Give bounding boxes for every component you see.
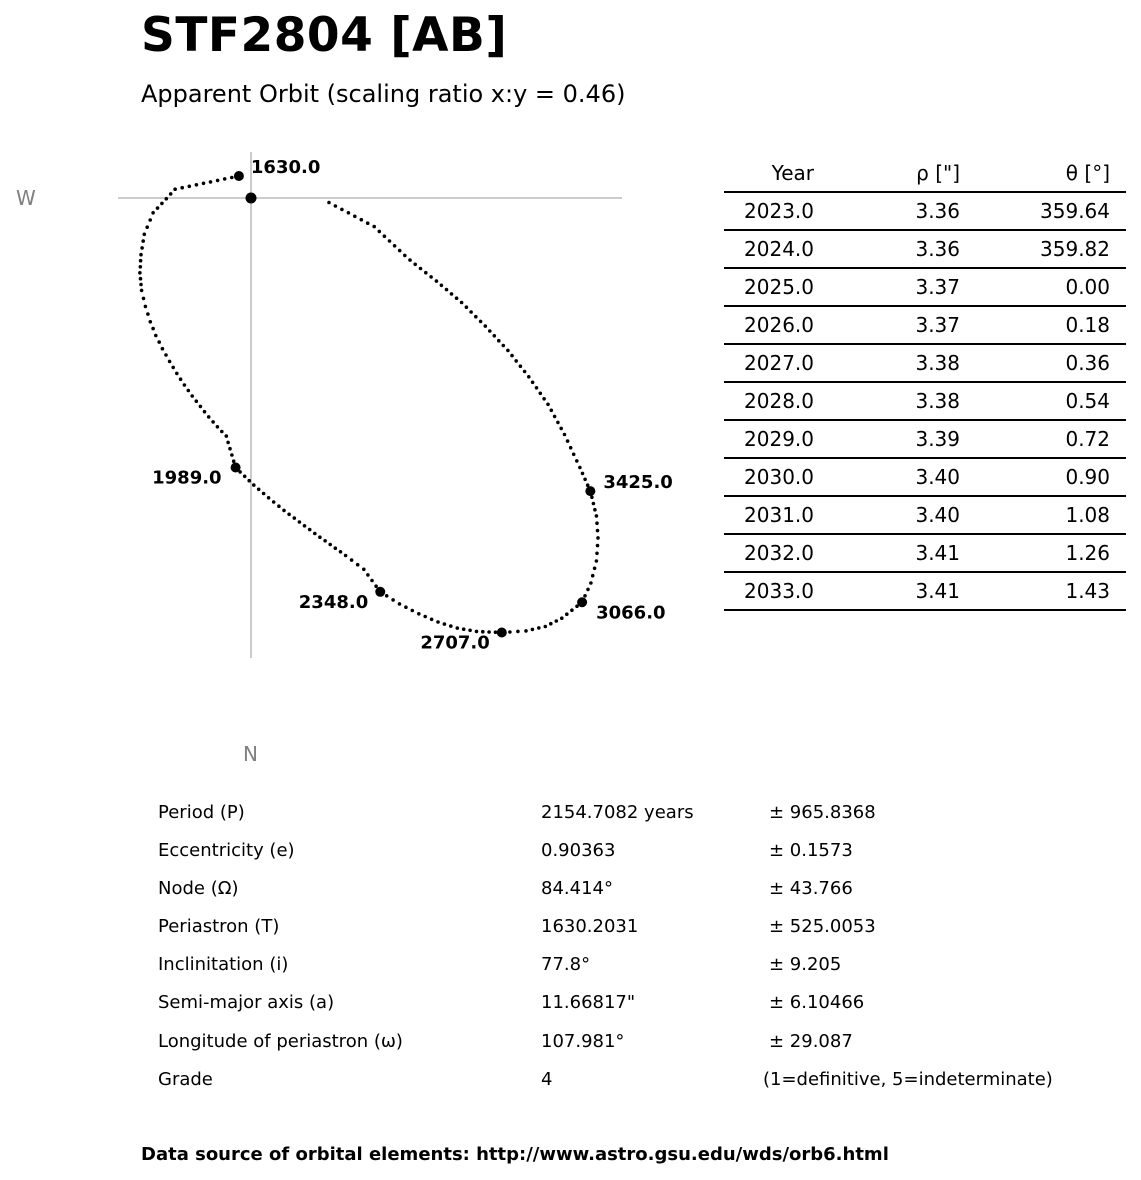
orbit-point: [139, 277, 143, 281]
orbit-point: [531, 381, 535, 385]
orbit-point: [151, 211, 155, 215]
table-row: [724, 420, 1126, 458]
element-name: Node (Ω): [158, 878, 239, 900]
element-name: Period (P): [158, 802, 245, 823]
orbit-point: [293, 516, 297, 520]
data-source-note: Data source of orbital elements: http://www.astro.gsu.edu/wds/orb6.html: [141, 1144, 889, 1165]
epoch-marker: [231, 463, 241, 473]
orbit-point: [544, 625, 548, 629]
orbit-point: [535, 386, 539, 390]
element-value: 4: [541, 1068, 553, 1090]
year-cell: 2025.0: [724, 268, 814, 306]
orbit-point: [223, 177, 227, 181]
epoch-label: 1989.0: [152, 467, 222, 489]
rho-cell: 3.40: [814, 496, 960, 534]
element-name: Longitude of periastron (ω): [158, 1030, 403, 1052]
orbit-point: [393, 244, 397, 248]
epoch-marker: [375, 587, 385, 597]
orbit-point: [424, 271, 428, 275]
table-row: [724, 496, 1126, 534]
orbit-point: [144, 305, 148, 309]
orbit-point: [436, 620, 440, 624]
theta-column-header: θ [°]: [960, 155, 1110, 192]
orbit-point: [583, 594, 587, 598]
orbit-point: [220, 430, 224, 434]
orbit-point: [546, 403, 550, 407]
chart-subtitle: Apparent Orbit (scaling ratio x:y = 0.46): [141, 80, 626, 108]
orbit-point: [216, 179, 220, 183]
year-cell: 2030.0: [724, 458, 814, 496]
orbit-point: [313, 532, 317, 536]
orbit-point: [151, 327, 155, 331]
orbit-point: [419, 267, 423, 271]
orbit-point: [391, 598, 395, 602]
orbit-point: [465, 305, 469, 309]
orbit-point: [139, 265, 143, 269]
orbit-point: [570, 608, 574, 612]
orbit-point: [165, 197, 169, 201]
table-row: [724, 268, 1126, 306]
epoch-label: 2348.0: [298, 591, 369, 613]
orbit-point: [524, 629, 528, 633]
element-value: 84.414°: [541, 878, 613, 900]
orbit-point: [149, 320, 153, 324]
orbit-point: [581, 472, 585, 476]
orbit-point: [549, 622, 553, 626]
orbit-point: [595, 552, 599, 556]
orbit-point: [385, 594, 389, 598]
orbit-point: [207, 415, 211, 419]
orbit-point: [370, 579, 374, 583]
rho-cell: 3.41: [814, 572, 960, 610]
orbit-point: [138, 271, 142, 275]
orbit-point: [282, 509, 286, 513]
orbit-point: [157, 340, 161, 344]
orbit-point: [139, 283, 143, 287]
orbit-point: [494, 630, 498, 634]
rho-column-header: ρ ["]: [814, 155, 960, 192]
element-error: ± 525.0053: [769, 916, 876, 938]
orbit-point: [555, 619, 559, 623]
orbit-point: [328, 543, 332, 547]
orbit-point: [140, 246, 144, 250]
orbit-point: [303, 524, 307, 528]
orbit-point: [474, 315, 478, 319]
orbit-point: [272, 500, 276, 504]
orbit-point: [277, 504, 281, 508]
orbit-point: [443, 622, 447, 626]
year-cell: 2027.0: [724, 344, 814, 382]
orbit-point: [175, 372, 179, 376]
orbit-point: [523, 370, 527, 374]
epoch-marker: [577, 597, 587, 607]
orbit-point: [484, 324, 488, 328]
orbit-chart: [0, 130, 700, 690]
primary-star-marker: [246, 193, 257, 204]
theta-cell: 1.26: [960, 534, 1110, 572]
orbit-point: [145, 225, 149, 229]
orbit-point: [593, 567, 597, 571]
orbit-point: [168, 360, 172, 364]
epoch-marker: [497, 628, 507, 638]
orbit-point: [556, 421, 560, 425]
positions-table: [724, 155, 1126, 611]
orbit-point: [347, 211, 351, 215]
theta-cell: 0.36: [960, 344, 1110, 382]
orbit-point: [595, 559, 599, 563]
element-error: (1=definitive, 5=indeterminate): [763, 1068, 1053, 1090]
orbit-point: [243, 475, 247, 479]
orbit-point: [572, 453, 576, 457]
element-error: ± 43.766: [769, 878, 853, 900]
orbit-point: [195, 399, 199, 403]
orbit-point: [479, 320, 483, 324]
orbit-point: [404, 605, 408, 609]
epoch-label: 3066.0: [596, 602, 666, 624]
orbit-point: [139, 253, 143, 257]
orbit-point: [366, 221, 370, 225]
orbit-point: [595, 521, 599, 525]
year-cell: 2033.0: [724, 572, 814, 610]
orbit-point: [142, 297, 146, 301]
year-column-header: Year: [724, 155, 814, 192]
rho-cell: 3.40: [814, 458, 960, 496]
element-error: ± 965.8368: [769, 802, 876, 823]
orbit-point: [403, 254, 407, 258]
year-cell: 2023.0: [724, 192, 814, 230]
orbit-point: [350, 558, 354, 562]
orbit-point: [298, 520, 302, 524]
orbit-point: [195, 183, 199, 187]
orbit-point: [344, 554, 348, 558]
orbit-point: [411, 609, 415, 613]
orbit-point: [267, 496, 271, 500]
epoch-label: 3425.0: [603, 472, 673, 494]
orbit-point: [209, 180, 213, 184]
table-row: [724, 382, 1126, 420]
orbit-point: [408, 258, 412, 262]
table-row: [724, 344, 1126, 382]
orbit-point: [156, 206, 160, 210]
orbit-point: [372, 225, 376, 229]
orbit-point: [216, 425, 220, 429]
element-value: 0.90363: [541, 840, 616, 862]
orbit-point: [455, 296, 459, 300]
orbit-point: [589, 581, 593, 585]
orbit-point: [569, 446, 573, 450]
year-cell: 2032.0: [724, 534, 814, 572]
orbit-point: [430, 618, 434, 622]
orbit-point: [190, 394, 194, 398]
orbit-point: [257, 488, 261, 492]
orbit-point: [578, 466, 582, 470]
rho-cell: 3.36: [814, 192, 960, 230]
theta-cell: 0.90: [960, 458, 1110, 496]
orbit-point: [169, 192, 173, 196]
theta-cell: 1.43: [960, 572, 1110, 610]
orbit-point: [203, 410, 207, 414]
orbit-point: [340, 208, 344, 212]
orbit-point: [595, 514, 599, 518]
orbit-point: [537, 626, 541, 630]
element-error: ± 0.1573: [769, 840, 853, 862]
orbit-point: [262, 492, 266, 496]
orbit-point: [596, 544, 600, 548]
orbit-point: [566, 439, 570, 443]
orbit-point: [187, 389, 191, 393]
orbit-point: [318, 535, 322, 539]
orbit-point: [398, 249, 402, 253]
orbit-point: [450, 292, 454, 296]
orbit-point: [550, 409, 554, 413]
orbit-point: [575, 459, 579, 463]
orbit-point: [140, 289, 144, 293]
orbit-point: [378, 230, 382, 234]
orbit-point: [164, 353, 168, 357]
orbit-point: [388, 239, 392, 243]
orbit-point: [252, 483, 256, 487]
year-cell: 2031.0: [724, 496, 814, 534]
orbit-point: [497, 339, 501, 343]
element-value: 107.981°: [541, 1030, 625, 1052]
theta-cell: 1.08: [960, 496, 1110, 534]
theta-cell: 0.54: [960, 382, 1110, 420]
theta-cell: 0.18: [960, 306, 1110, 344]
orbit-point: [161, 347, 165, 351]
orbit-point: [563, 433, 567, 437]
positions-table-wrap: [724, 155, 1126, 611]
year-cell: 2024.0: [724, 230, 814, 268]
theta-cell: 0.00: [960, 268, 1110, 306]
theta-cell: 359.64: [960, 192, 1110, 230]
orbit-point: [327, 201, 331, 205]
orbit-point: [146, 312, 150, 316]
orbit-point: [171, 366, 175, 370]
theta-cell: 359.82: [960, 230, 1110, 268]
orbit-point: [230, 453, 234, 457]
year-cell: 2029.0: [724, 420, 814, 458]
orbit-point: [592, 502, 596, 506]
orbit-point: [154, 334, 158, 338]
orbit-point: [383, 234, 387, 238]
orbit-point: [398, 602, 402, 606]
orbit-point: [308, 528, 312, 532]
orbit-path: [138, 174, 600, 634]
orbit-point: [202, 182, 206, 186]
element-error: ± 29.087: [769, 1030, 853, 1052]
orbit-point: [456, 626, 460, 630]
epoch-marker: [234, 171, 244, 181]
element-error: ± 9.205: [769, 954, 842, 976]
orbit-point: [287, 513, 291, 517]
orbit-point: [228, 447, 232, 451]
table-row: [724, 306, 1126, 344]
orbit-point: [374, 584, 378, 588]
orbit-point: [539, 392, 543, 396]
orbit-point: [360, 218, 364, 222]
table-row: [724, 230, 1126, 268]
orbit-point: [502, 344, 506, 348]
orbit-point: [211, 420, 215, 424]
element-value: 77.8°: [541, 954, 591, 976]
orbit-point: [586, 588, 590, 592]
element-value: 11.66817": [541, 992, 636, 1014]
orbit-point: [139, 259, 143, 263]
element-name: Grade: [158, 1068, 213, 1090]
orbit-point: [417, 612, 421, 616]
north-direction-label: N: [243, 742, 258, 766]
orbit-point: [460, 301, 464, 305]
orbit-point: [531, 628, 535, 632]
orbit-point: [423, 615, 427, 619]
element-name: Semi-major axis (a): [158, 992, 335, 1014]
orbit-point: [356, 563, 360, 567]
orbit-point: [141, 239, 145, 243]
rho-cell: 3.36: [814, 230, 960, 268]
orbit-point: [462, 627, 466, 631]
orbit-point: [593, 508, 597, 512]
rho-cell: 3.37: [814, 268, 960, 306]
orbit-point: [553, 415, 557, 419]
orbit-point: [353, 215, 357, 219]
orbit-point: [488, 329, 492, 333]
element-value: 2154.7082 years: [541, 802, 694, 823]
table-row: [724, 192, 1126, 230]
orbit-point: [508, 630, 512, 634]
orbit-point: [527, 375, 531, 379]
orbit-point: [339, 550, 343, 554]
theta-cell: 0.72: [960, 420, 1110, 458]
orbit-point: [510, 354, 514, 358]
orbit-point: [435, 279, 439, 283]
orbit-point: [179, 377, 183, 381]
orbit-point: [334, 204, 338, 208]
orbit-point: [445, 288, 449, 292]
orbit-point: [506, 349, 510, 353]
epoch-label: 2707.0: [420, 632, 490, 654]
rho-cell: 3.37: [814, 306, 960, 344]
element-name: Periastron (T): [158, 916, 280, 938]
element-error: ± 6.10466: [769, 992, 865, 1014]
element-name: Eccentricity (e): [158, 840, 295, 862]
orbit-point: [183, 383, 187, 387]
orbit-point: [565, 612, 569, 616]
element-value: 1630.2031: [541, 916, 639, 938]
epoch-label: 1630.0: [250, 157, 321, 178]
orbit-point: [429, 275, 433, 279]
orbit-point: [493, 334, 497, 338]
positions-table-header: [724, 155, 1126, 192]
orbit-point: [173, 187, 177, 191]
orbit-point: [542, 397, 546, 401]
orbit-point: [180, 186, 184, 190]
orbit-point: [199, 405, 203, 409]
rho-cell: 3.39: [814, 420, 960, 458]
orbit-point: [596, 529, 600, 533]
orbit-point: [232, 459, 236, 463]
rho-cell: 3.38: [814, 382, 960, 420]
element-name: Inclinitation (i): [158, 954, 289, 976]
orbit-point: [323, 539, 327, 543]
page-title: STF2804 [AB]: [141, 8, 508, 63]
orbit-point: [514, 359, 518, 363]
orbit-point: [559, 427, 563, 431]
rho-cell: 3.38: [814, 344, 960, 382]
rho-cell: 3.41: [814, 534, 960, 572]
orbit-point: [148, 218, 152, 222]
year-cell: 2026.0: [724, 306, 814, 344]
orbit-point: [247, 479, 251, 483]
west-direction-label: W: [16, 186, 36, 210]
orbit-point: [449, 624, 453, 628]
orbit-point: [596, 536, 600, 540]
orbit-point: [560, 616, 564, 620]
epoch-marker: [585, 486, 595, 496]
orbit-point: [334, 546, 338, 550]
orbit-point: [469, 310, 473, 314]
orbit-point: [519, 364, 523, 368]
orbit-point: [188, 185, 192, 189]
year-cell: 2028.0: [724, 382, 814, 420]
orbit-point: [230, 176, 234, 180]
orbit-point: [362, 568, 366, 572]
orbit-point: [366, 573, 370, 577]
orbit-point: [583, 478, 587, 482]
orbit-point: [516, 630, 520, 634]
table-row: [724, 572, 1126, 610]
orbit-point: [591, 574, 595, 578]
orbit-point: [440, 284, 444, 288]
table-row: [724, 458, 1126, 496]
orbit-point: [143, 233, 147, 237]
orbit-point: [160, 202, 164, 206]
table-row: [724, 534, 1126, 572]
orbit-point: [413, 263, 417, 267]
orbit-point: [225, 434, 229, 438]
labeled-epochs: [152, 157, 673, 654]
orbit-point: [226, 441, 230, 445]
